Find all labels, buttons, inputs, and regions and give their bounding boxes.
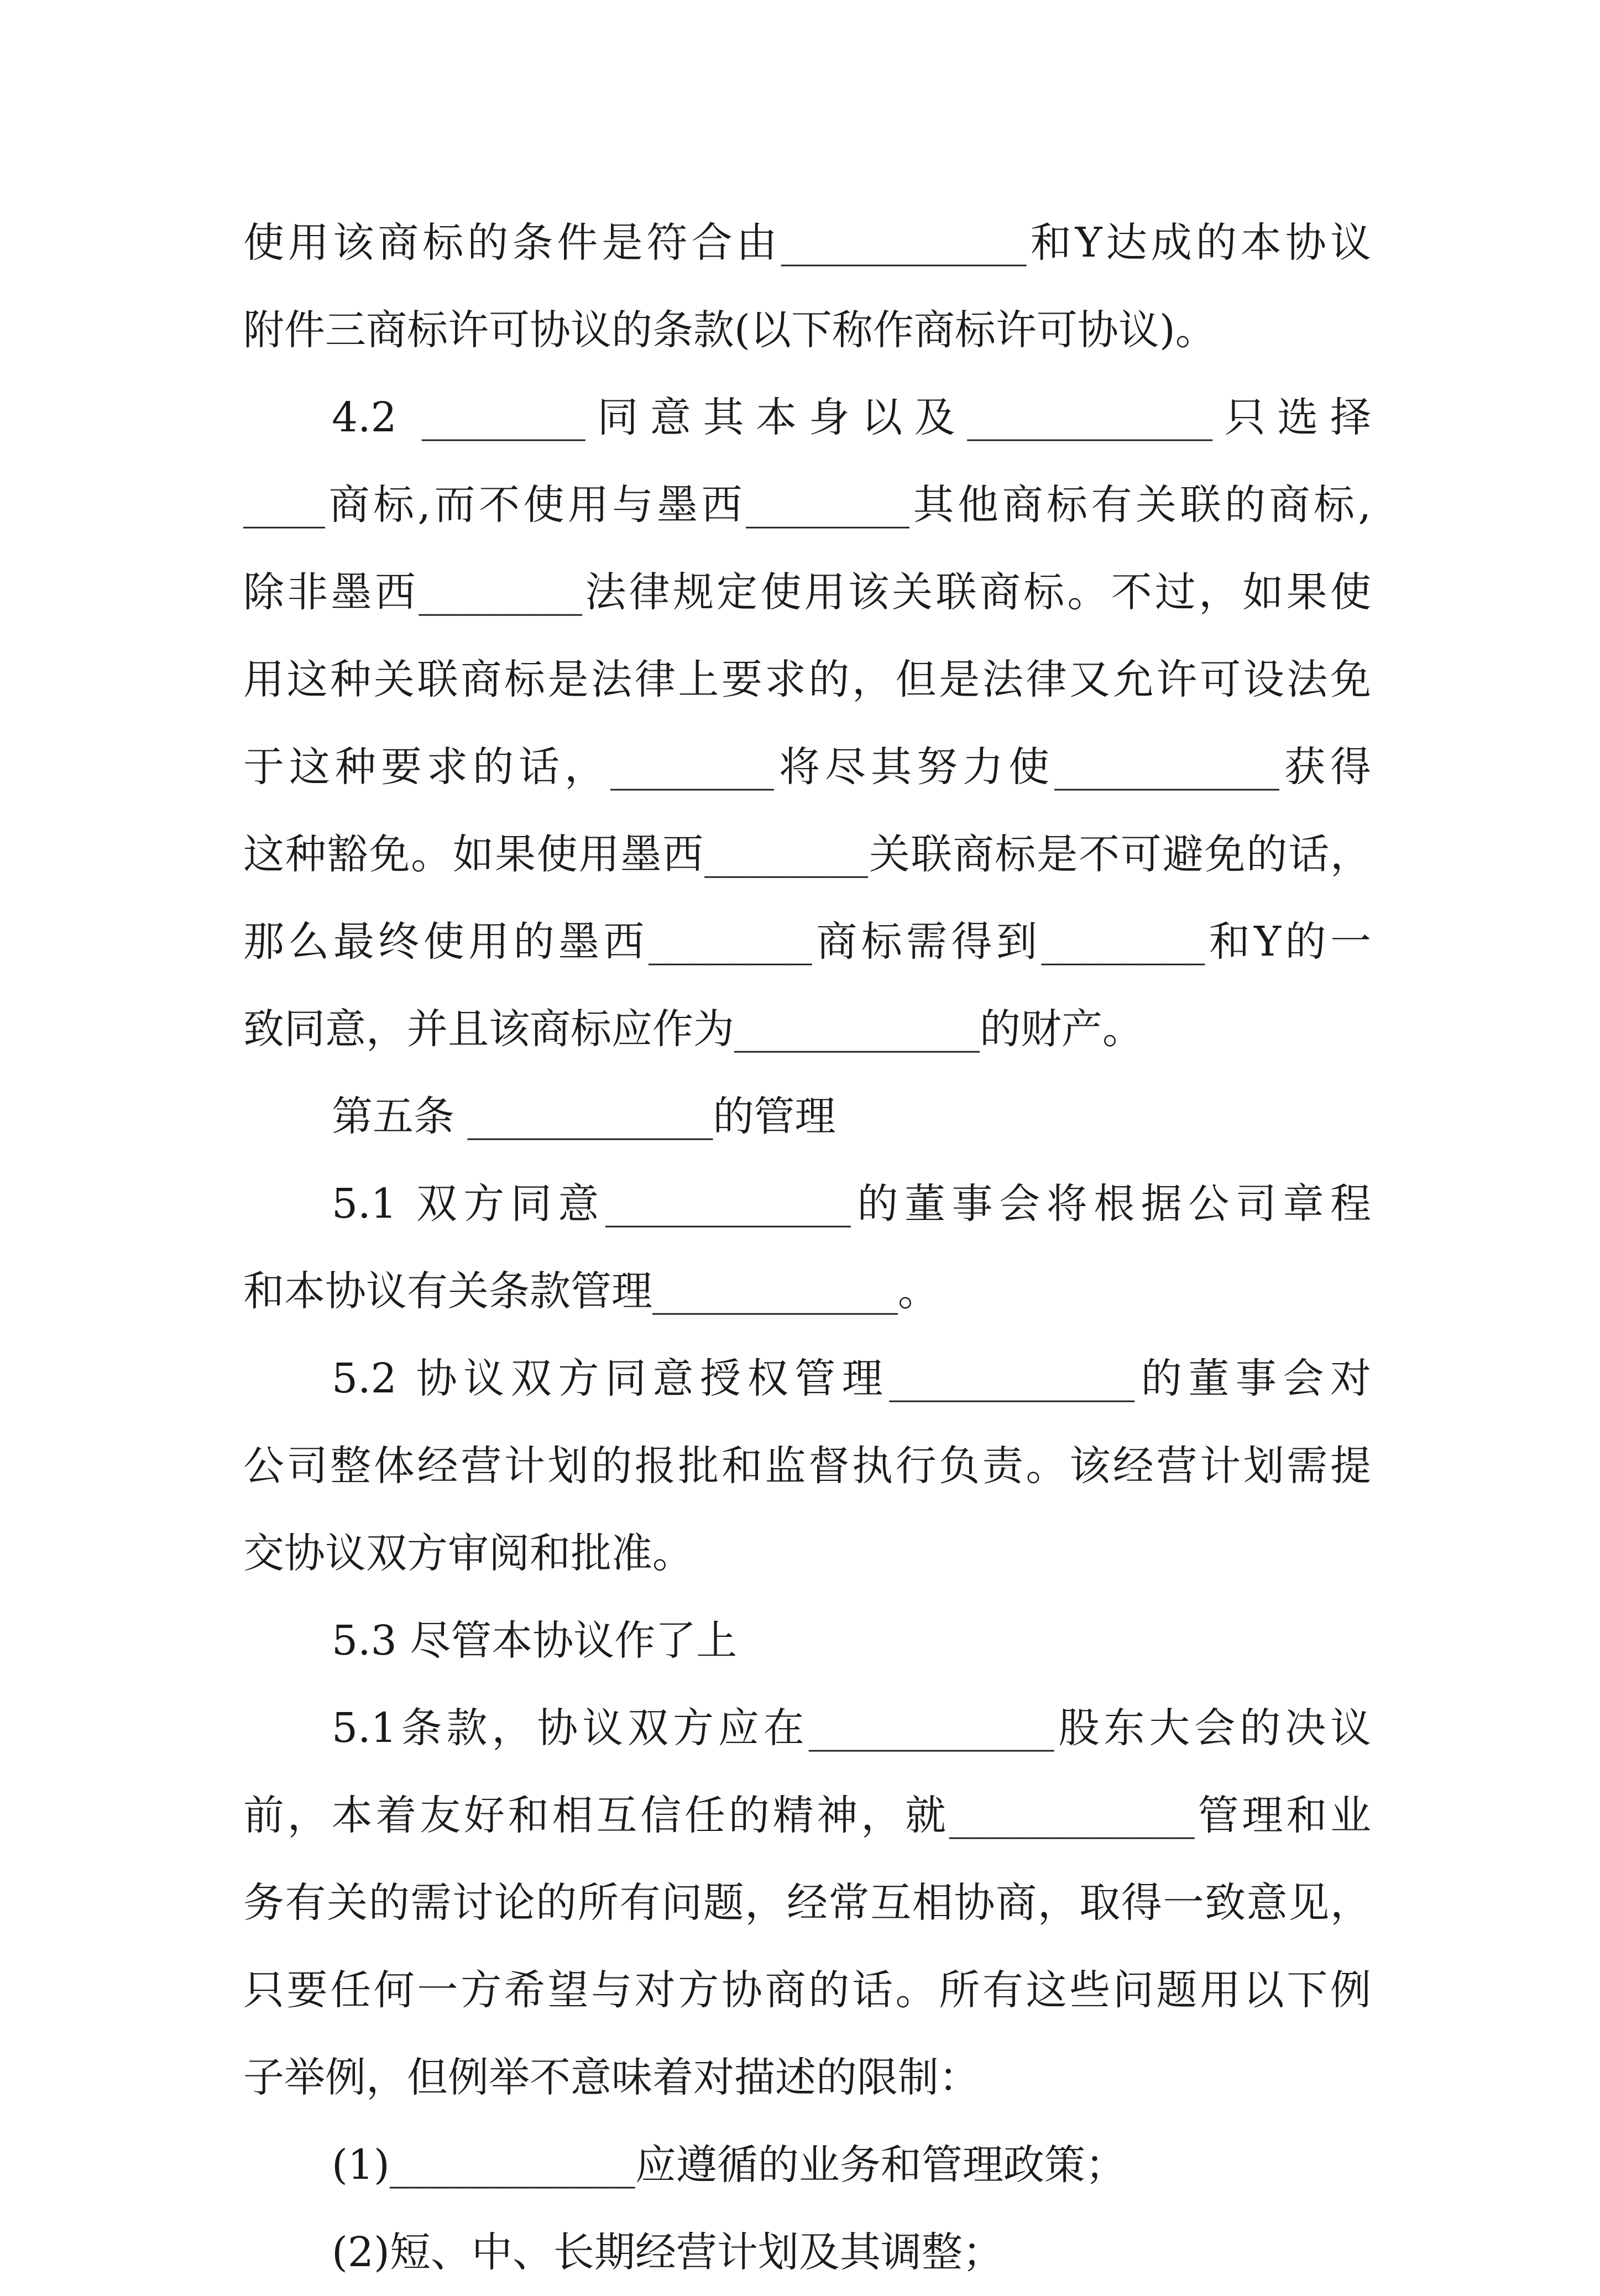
clause-5-1-line: 5.1 双方同意____________的董事会将根据公司章程	[332, 1180, 1371, 1228]
paragraph-line: 使用该商标的条件是符合由____________和Y达成的本协议	[243, 219, 1371, 267]
list-item-2: (2)短、中、长期经营计划及其调整；	[332, 2229, 1003, 2276]
paragraph-line: 务有关的需讨论的所有问题，经常互相协商，取得一致意见，	[243, 1879, 1371, 1927]
document-page	[243, 199, 1371, 2296]
paragraph-line: 附件三商标许可协议的条款(以下称作商标许可协议)。	[243, 306, 1216, 354]
paragraph-line: 交协议双方审阅和批准。	[243, 1530, 693, 1577]
paragraph-line: 除非墨西________法律规定使用该关联商标。不过，如果使	[243, 568, 1371, 616]
paragraph-line: 用这种关联商标是法律上要求的，但是法律又允许可设法免	[243, 656, 1371, 703]
paragraph-line: 前，本着友好和相互信任的精神，就____________管理和业	[243, 1792, 1371, 1839]
paragraph-line: 那么最终使用的墨西________商标需得到________和Y的一	[243, 918, 1371, 966]
article-5-heading: 第五条 ____________的管理	[332, 1093, 836, 1140]
paragraph-line: 和本协议有关条款管理____________。	[243, 1267, 939, 1315]
paragraph-line: 只要任何一方希望与对方协商的话。所有这些问题用以下例	[243, 1966, 1371, 2014]
paragraph-line: 这种豁免。如果使用墨西________关联商标是不可避免的话，	[243, 831, 1371, 878]
paragraph-line: 于这种要求的话，________将尽其努力使___________获得	[243, 743, 1371, 791]
paragraph-line: 子举例，但例举不意味着对描述的限制：	[243, 2054, 980, 2101]
paragraph-line: ____商标,而不使用与墨西________其他商标有关联的商标,	[243, 481, 1371, 529]
clause-5-3-line: 5.3 尽管本协议作了上	[332, 1617, 738, 1664]
clause-4-2-line: 4.2 ________同意其本身以及____________只选择	[332, 394, 1371, 441]
paragraph-line: 致同意，并且该商标应作为____________的财产。	[243, 1005, 1143, 1053]
list-item-1: (1)____________应遵循的业务和管理政策；	[332, 2141, 1126, 2189]
paragraph-line: 公司整体经营计划的报批和监督执行负责。该经营计划需提	[243, 1442, 1371, 1490]
paragraph-line: 5.1条款，协议双方应在____________股东大会的决议	[332, 1704, 1371, 1752]
clause-5-2-line: 5.2 协议双方同意授权管理____________的董事会对	[332, 1355, 1371, 1402]
